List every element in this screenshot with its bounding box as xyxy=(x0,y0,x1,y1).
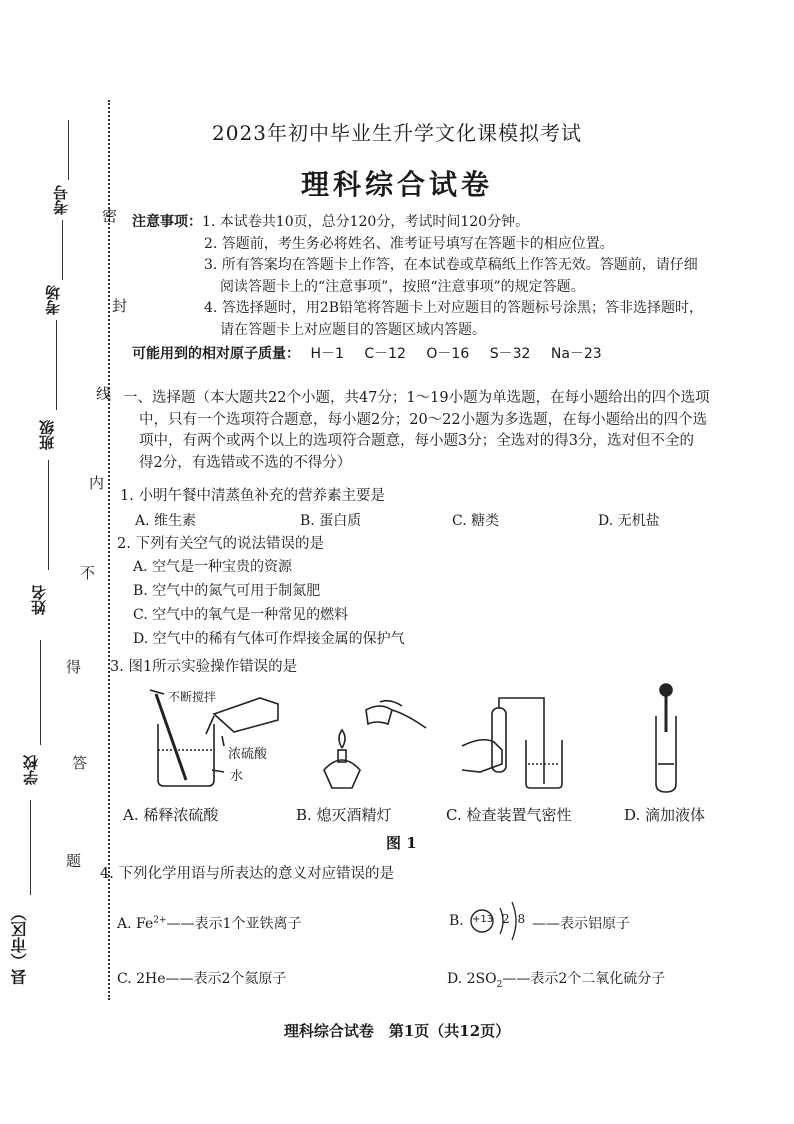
question-4-option-a: A. $Fe^{2+}——$表示1个亚铁离子 xyxy=(117,915,302,932)
paper-title: 理科综合试卷 xyxy=(300,168,493,201)
question-2-option-c: C. 空气中的氧气是一种常见的燃料 xyxy=(133,607,349,623)
field-line xyxy=(62,220,63,280)
field-line xyxy=(40,640,41,745)
ion-charge: 2+ xyxy=(153,915,167,926)
atomic-masses xyxy=(132,343,618,363)
atom-shells: 2 8 xyxy=(502,912,526,926)
molecule-formula: D. 2SO xyxy=(447,971,497,987)
field-school: 学校 xyxy=(22,755,40,785)
apparatus-airtightness-icon xyxy=(462,698,562,788)
section-line: 中，只有一个选项符合题意，每小题2分；20～22小题为多选题，在每小题给出的四个选 xyxy=(139,411,708,428)
seal-char: 线 xyxy=(96,385,112,403)
exam-title: 2023年初中毕业生升学文化课模拟考试 xyxy=(212,121,582,145)
label-acid: 浓硫酸 xyxy=(228,747,268,762)
figure-caption-a: A. 稀释浓硫酸 xyxy=(123,806,219,824)
atomic-masses-label: 可能用到的相对原子质量： xyxy=(132,346,300,362)
section-instructions xyxy=(123,388,773,474)
figure-caption-b: B. 熄灭酒精灯 xyxy=(296,806,392,824)
figure-caption-d: D. 滴加液体 xyxy=(624,806,706,824)
question-4-stem: 4. 下列化学用语与所表达的意义对应错误的是 xyxy=(100,866,394,882)
seal-char: 不 xyxy=(80,564,96,582)
field-line xyxy=(56,320,57,410)
option-b-label: B. xyxy=(449,913,464,929)
figure-label: 图 1 xyxy=(386,834,417,852)
question-1-option-d: D. 无机盐 xyxy=(598,513,660,529)
field-line xyxy=(30,800,31,895)
question-4-option-b xyxy=(449,913,464,929)
option-b-text: ——表示铝原子 xyxy=(532,916,630,932)
atomic-mass: Na－23 xyxy=(550,346,602,362)
question-1-option-b: B. 蛋白质 xyxy=(300,513,362,529)
notes-label: 注意事项： xyxy=(132,214,202,230)
label-water: 水 xyxy=(230,769,244,784)
atomic-mass: O－16 xyxy=(426,346,470,362)
section-line: 项中，有两个或两个以上的选项符合题意，每小题3分；全选对的得3分，选对但不全的 xyxy=(139,433,694,449)
question-3-stem: 3. 图1所示实验操作错误的是 xyxy=(110,659,298,675)
seal-char: 密 xyxy=(102,207,118,225)
section-line: 一、选择题（本大题共22个小题，共47分；1～19小题为单选题，在每小题给出的四个选项 xyxy=(123,390,710,406)
atomic-mass: H－1 xyxy=(310,346,344,362)
atom-nucleus: +13 xyxy=(472,914,494,925)
note-item: 4. 答选择题时，用2B铅笔将答题卡上对应题目的答题标号涂黑；答非选择题时， xyxy=(204,300,704,317)
field-name: 姓名 xyxy=(30,585,48,615)
atomic-mass: S－32 xyxy=(489,346,531,362)
question-4-option-d xyxy=(447,968,665,990)
label-stir: 不断搅拌 xyxy=(168,690,217,704)
question-2-option-b: B. 空气中的氮气可用于制氮肥 xyxy=(133,583,321,599)
seal-char: 题 xyxy=(66,852,82,870)
note-item: 请在答题卡上对应题目的答题区域内答题。 xyxy=(220,321,486,338)
question-1-stem: 1. 小明午餐中清蒸鱼补充的营养素主要是 xyxy=(120,488,385,504)
note-item: 阅读答题卡上的“注意事项”，按照“注意事项”的规定答题。 xyxy=(220,278,585,295)
seal-char: 得 xyxy=(66,658,82,676)
figure-caption-c: C. 检查装置气密性 xyxy=(446,806,572,824)
question-2-option-a: A. 空气是一种宝贵的资源 xyxy=(133,559,293,575)
notes-block xyxy=(132,212,772,342)
question-2-option-d: D. 空气中的稀有气体可作焊接金属的保护气 xyxy=(133,631,405,647)
question-1-option-c: C. 糖类 xyxy=(452,513,500,529)
ion-formula: Fe xyxy=(136,916,154,932)
seal-char: 内 xyxy=(89,474,105,492)
section-line: 得2分，有选错或不选的不得分） xyxy=(139,454,352,471)
page-footer: 理科综合试卷 第1页（共12页） xyxy=(283,1022,511,1040)
apparatus-alcohol-lamp-icon xyxy=(324,701,426,788)
field-exam-room: 考场 xyxy=(44,285,62,315)
field-county: 县（市区） xyxy=(10,905,29,985)
question-4-option-c: C. 2He——表示2个氦原子 xyxy=(117,971,287,987)
note-item: 1. 本试卷共10页，总分120分，考试时间120分钟。 xyxy=(202,214,530,230)
option-a-text: ——表示1个亚铁离子 xyxy=(166,916,302,932)
molecule-subscript: 2 xyxy=(496,979,503,990)
question-2-stem: 2. 下列有关空气的说法错误的是 xyxy=(117,536,324,552)
option-d-text: ——表示2个二氧化硫分子 xyxy=(502,971,666,987)
field-exam-number: 考号 xyxy=(52,185,70,215)
field-class: 班级 xyxy=(38,420,56,450)
field-line xyxy=(48,460,49,570)
seal-char: 答 xyxy=(72,754,88,772)
question-1-option-a: A. 维生素 xyxy=(135,513,197,529)
apparatus-dropper-icon xyxy=(656,684,676,792)
seal-char: 封 xyxy=(112,297,128,315)
atomic-mass: C－12 xyxy=(364,346,406,362)
note-item: 3. 所有答案均在答题卡上作答，在本试卷或草稿纸上作答无效。答题前，请仔细 xyxy=(204,257,698,274)
note-item: 2. 答题前，考生务必将姓名、准考证号填写在答题卡的相应位置。 xyxy=(204,235,614,252)
